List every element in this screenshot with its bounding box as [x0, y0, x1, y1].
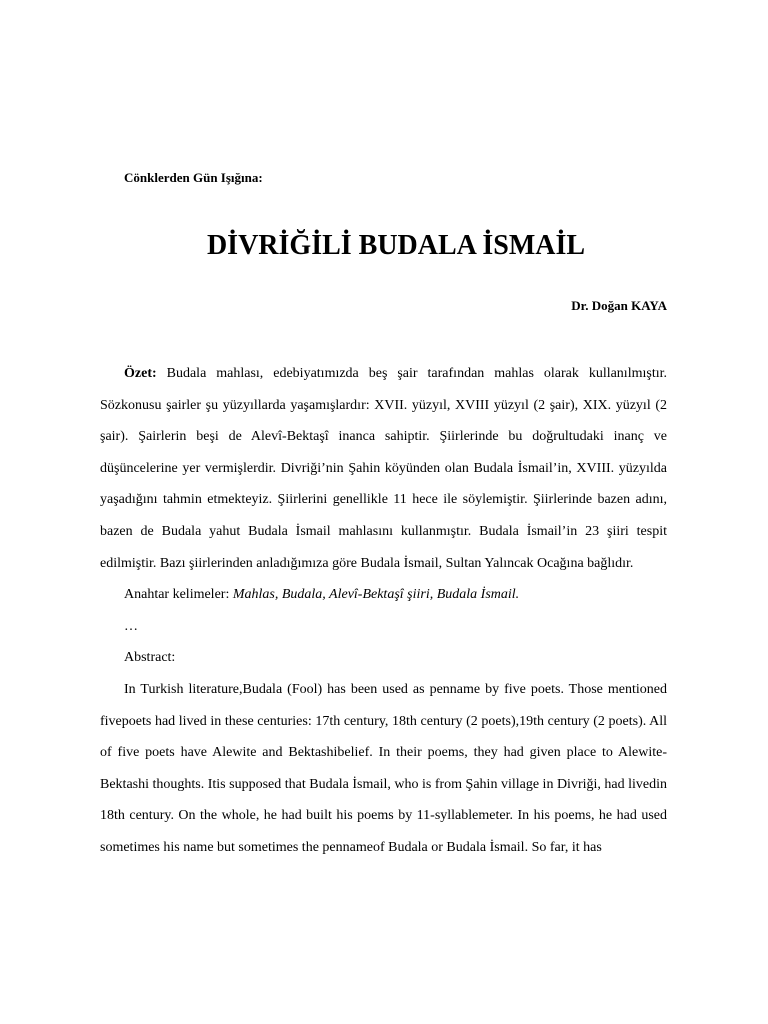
- ellipsis-paragraph: …: [124, 618, 138, 634]
- ozet-text: Budala mahlası, edebiyatımızda beş şair tarafından mahlas olarak kullanılmıştır. Sözkonusu şairler şu yüzyıllarda yaşamışlardır: XVII. yüzyıl, XVIII yüzyıl (2 şair), XIX. yüzyıl (2 şair). Şairlerin beşi de Alevî-Bektaşî inanca sahiptir. Şiirlerinde bu doğrultudaki inanç ve düşüncelerine yer vermişlerdir. Divriği’nin Şahin köyünden olan Budala İsmail’in, XVIII. yüzyılda yaşadığını tahmin etmekteyiz. Şiirlerini genellikle 11 hece ile söylemiştir. Şiirlerinde bazen adını, bazen de Budala yahut Budala İsmail mahlasını kullanmıştır. Budala İsmail’in 23 şiiri tespit edilmiştir. Bazı şiirlerinden anladığımıza göre Budala İsmail, Sultan Yalıncak Ocağına bağlıdır.: [100, 366, 667, 571]
- keywords-values: Mahlas, Budala, Alevî-Bektaşî şiiri, Budala İsmail.: [232, 587, 520, 603]
- keywords-label: Anahtar kelimeler:: [124, 587, 233, 603]
- article-title: DİVRİĞİLİ BUDALA İSMAİL: [206, 230, 586, 261]
- series-heading: Cönklerden Gün Işığına:: [124, 170, 263, 185]
- abstract-label: Abstract:: [124, 650, 176, 666]
- ozet-label: Özet:: [124, 366, 157, 381]
- author-name: Dr. Doğan KAYA: [571, 298, 667, 313]
- keywords-paragraph: [100, 579, 667, 611]
- ozet-paragraph: [100, 358, 667, 579]
- abstract-paragraph: In Turkish literature,Budala (Fool) has been used as penname by five poets. Those mentioned fivepoets had lived in these centuries: 17th century, 18th century (2 poets),19th century (2 poets). All of five poets have Alewite and Bektashibelief. In their poems, they had given place to Alewite-Bektashi thoughts. Itis supposed that Budala İsmail, who is from Şahin village in Divriği, had livedin 18th century. On the whole, he had built his poems by 11-syllablemeter. In his poems, he had used sometimes his name but sometimes the pennameof Budala or Budala İsmail. So far, it has: [100, 681, 667, 855]
- article-body: [100, 358, 667, 864]
